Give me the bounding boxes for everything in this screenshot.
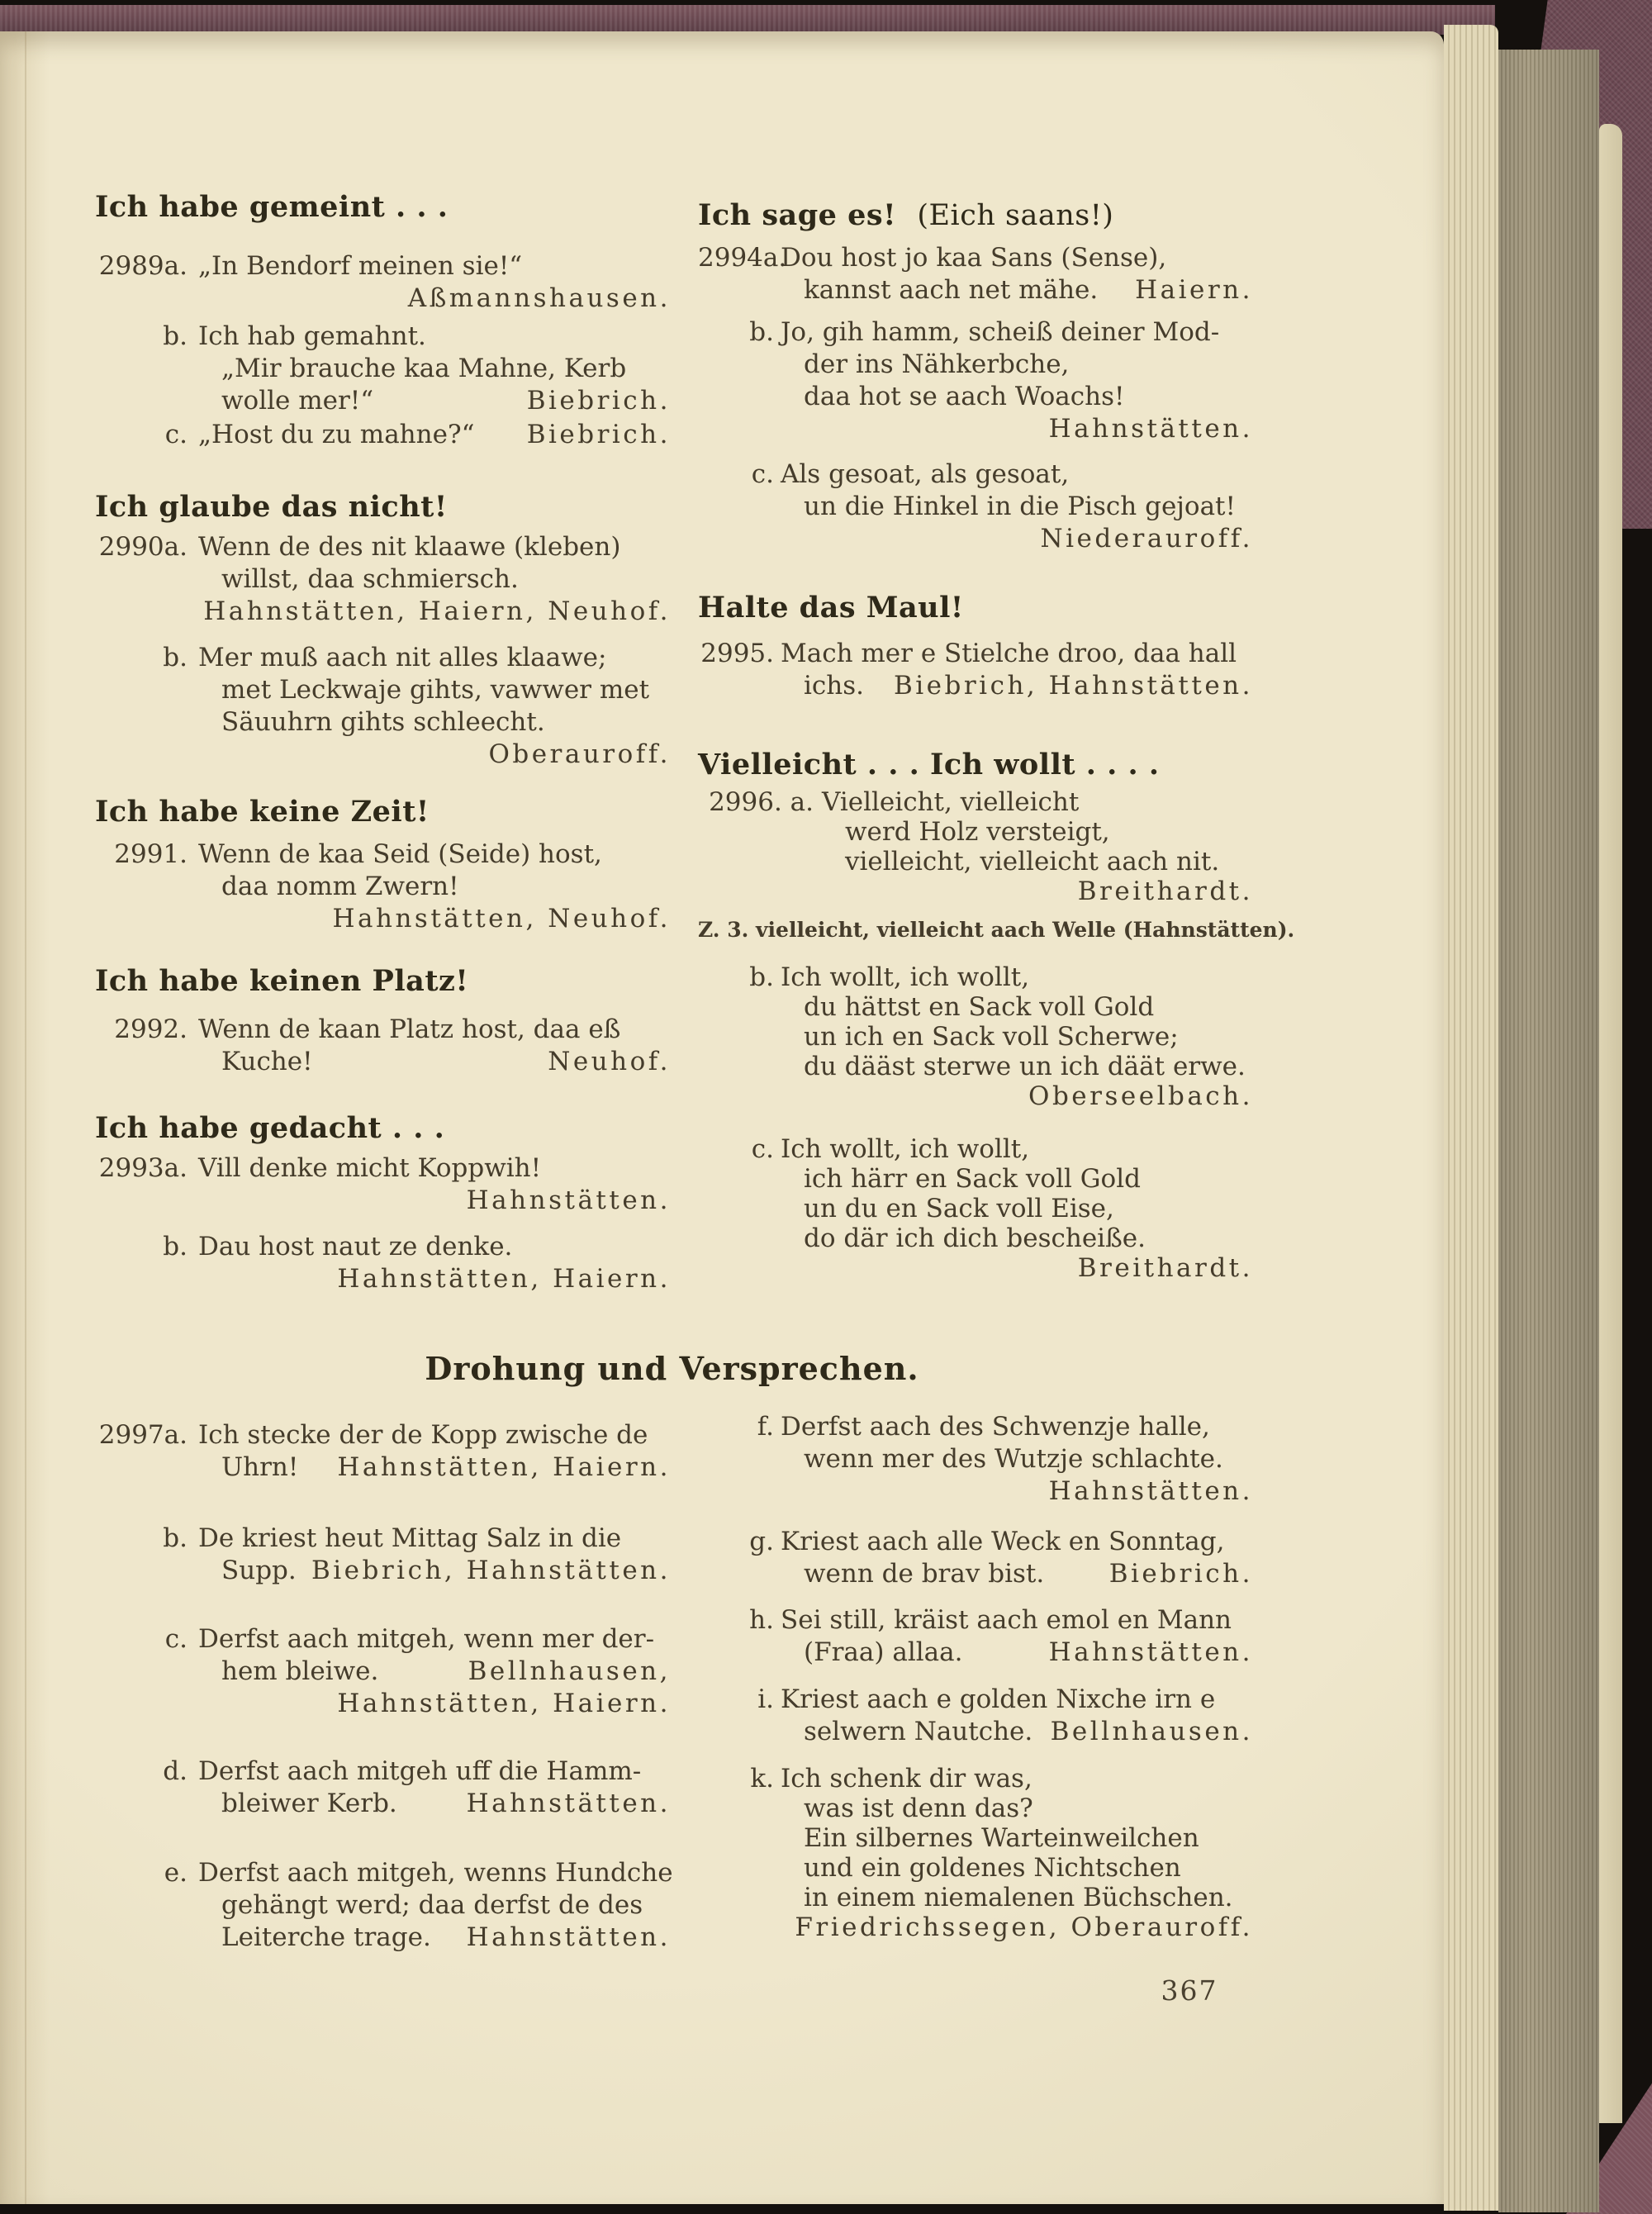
entry-2997a <box>95 1419 671 1484</box>
entry-2997i <box>698 1684 1253 1748</box>
book-cover-top-band <box>0 5 1495 35</box>
entry-letter: k. <box>750 1764 774 1794</box>
book-page-block-edge <box>1498 50 1599 2212</box>
source-inline: Biebrich. <box>526 420 671 449</box>
entry-letter: c. <box>751 1134 774 1164</box>
text-line: du hättst en Sack voll Gold <box>804 992 1155 1022</box>
source-line: Hahnstätten. <box>1048 1476 1253 1506</box>
text-line <box>781 274 1253 306</box>
entry-number: 2989a. <box>98 251 188 281</box>
scanned-page <box>0 31 1444 2204</box>
entry-2997g <box>698 1526 1253 1590</box>
text-line: un ich en Sack voll Scherwe; <box>804 1022 1179 1052</box>
page-number: 367 <box>1161 1974 1218 2007</box>
entry-letter: d. <box>163 1756 188 1786</box>
entry-letter: e. <box>164 1858 188 1888</box>
entry-2994b <box>698 316 1253 445</box>
entry-2997k <box>698 1764 1253 1942</box>
text-line: Wenn de kaa Seid (Seide) host, <box>198 839 602 869</box>
section-heading-gedacht: Ich habe gedacht . . . <box>95 1111 445 1145</box>
text-line: Wenn de des nit klaawe (kleben) <box>198 532 621 562</box>
source-line: Hahnstätten, Haiern. <box>337 1689 671 1718</box>
entry-2990a <box>95 531 671 628</box>
text-line <box>781 1558 1253 1590</box>
text-line: Ein silbernes Warteinweilchen <box>804 1823 1199 1853</box>
entry-letter: b. <box>163 643 188 672</box>
text-line: Ich wollt, ich wollt, <box>781 1134 1030 1164</box>
entry-2989c <box>95 419 671 451</box>
section-heading-gemeint: Ich habe gemeint . . . <box>95 190 449 224</box>
entry-letter: b. <box>163 321 188 351</box>
section-heading-glaube: Ich glaube das nicht! <box>95 490 448 524</box>
source-inline: Biebrich. <box>1108 1559 1253 1589</box>
entry-2996a <box>698 787 1253 906</box>
entry-2997h <box>698 1604 1253 1669</box>
text-line: Vill denke micht Koppwih! <box>198 1153 542 1183</box>
entry-2993a <box>95 1152 671 1217</box>
source-inline: Hahnstätten. <box>466 1789 671 1818</box>
text-line: der ins Nähkerbche, <box>804 349 1070 379</box>
text-line <box>198 1656 671 1688</box>
source-inline: Biebrich, Hahnstätten. <box>311 1556 671 1585</box>
entry-2991 <box>95 839 671 935</box>
text-line: daa hot se aach Woachs! <box>804 382 1125 411</box>
text-line <box>198 385 671 417</box>
source-inline: Biebrich, Hahnstätten. <box>893 671 1253 701</box>
entry-number: 2996. a. <box>709 787 814 817</box>
text-line: Mach mer e Stielche droo, daa hall <box>781 639 1237 668</box>
text-line <box>198 419 671 451</box>
book-page-edge-curl <box>1599 124 1622 2123</box>
text-line: Säuuhrn gihts schleecht. <box>221 707 545 737</box>
entry-2996b <box>698 962 1253 1111</box>
text-line: du dääst sterwe un ich däät erwe. <box>804 1052 1246 1081</box>
entry-2997d <box>95 1756 671 1820</box>
entry-number: 2995. <box>700 639 774 668</box>
source-line: Friedrichssegen, Oberauroff. <box>795 1912 1253 1942</box>
text-line: was ist denn das? <box>804 1794 1033 1823</box>
text-line: Wenn de kaan Platz host, daa eß <box>198 1014 621 1044</box>
text-line <box>781 1716 1253 1748</box>
text-line: un du en Sack voll Eise, <box>804 1194 1114 1223</box>
entry-number: 2992. <box>114 1014 188 1044</box>
text-line: Als gesoat, als gesoat, <box>781 459 1070 489</box>
source-inline: Bellnhausen, <box>468 1656 671 1686</box>
text-line: Derfst aach des Schwenzje halle, <box>781 1412 1210 1442</box>
entry-letter: b. <box>163 1232 188 1261</box>
line-text: wolle mer!“ <box>221 386 374 416</box>
entry-number: 2991. <box>114 839 188 869</box>
text-line: in einem niemalenen Büchschen. <box>804 1883 1233 1912</box>
entry-number: 2994a. <box>698 243 787 273</box>
text-line <box>781 1637 1253 1669</box>
line-text: Uhrn! <box>221 1452 299 1482</box>
text-line: Derfst aach mitgeh uff die Hamm- <box>198 1756 642 1786</box>
text-line: Ich hab gemahnt. <box>198 321 426 351</box>
section-heading-platz: Ich habe keinen Platz! <box>95 964 469 998</box>
line-text: wenn de brav bist. <box>804 1559 1045 1589</box>
text-line: Kriest aach e golden Nixche irn e <box>781 1684 1216 1714</box>
line-text: Leiterche trage. <box>221 1922 431 1952</box>
source-inline: Hahnstätten. <box>1048 1637 1253 1667</box>
entry-letter: c. <box>164 1624 188 1654</box>
text-line: vielleicht, vielleicht aach nit. <box>845 847 1220 877</box>
text-line: Ich stecke der de Kopp zwische de <box>198 1420 648 1450</box>
text-line: De kriest heut Mittag Salz in die <box>198 1523 622 1553</box>
text-line: Dau host naut ze denke. <box>198 1232 513 1261</box>
source-inline: Hahnstätten, Haiern. <box>337 1452 671 1482</box>
entry-number: 2990a. <box>98 532 188 562</box>
text-line: Mer muß aach nit alles klaawe; <box>198 643 607 672</box>
source-line: Hahnstätten, Haiern. <box>337 1264 671 1294</box>
chapter-heading: Drohung und Versprechen. <box>425 1350 919 1387</box>
entry-2992 <box>95 1014 671 1078</box>
entry-2997f <box>698 1411 1253 1508</box>
text-line <box>198 1046 671 1078</box>
entry-2994c <box>698 458 1253 555</box>
variant-note: Z. 3. vielleicht, vielleicht aach Welle (Hahnstätten). <box>698 918 1295 942</box>
entry-letter: g. <box>749 1527 774 1556</box>
source-line: Oberauroff. <box>488 739 671 769</box>
line-text: „Host du zu mahne?“ <box>198 420 475 449</box>
text-line: gehängt werd; daa derfst de des <box>221 1890 643 1920</box>
line-text: ichs. <box>804 671 865 701</box>
entry-2997c <box>95 1623 671 1720</box>
source-line: Hahnstätten. <box>1048 414 1253 444</box>
source-line: Hahnstätten. <box>466 1185 671 1215</box>
heading-bold-part: Ich sage es! <box>698 198 896 232</box>
source-inline: Haiern. <box>1135 275 1253 305</box>
entry-2996c <box>698 1134 1253 1283</box>
text-line: do där ich dich bescheiße. <box>804 1223 1146 1253</box>
entry-letter: i. <box>757 1684 774 1714</box>
text-line: „Mir brauche kaa Mahne, Kerb <box>221 354 627 383</box>
book-page-edge-stack <box>1444 25 1498 2211</box>
section-heading-vielleicht: Vielleicht . . . Ich wollt . . . . <box>698 748 1160 782</box>
section-heading-zeit: Ich habe keine Zeit! <box>95 795 430 829</box>
text-line: willst, daa schmiersch. <box>221 564 519 594</box>
source-inline: Biebrich. <box>526 386 671 416</box>
entry-2994a <box>698 242 1253 306</box>
entry-letter: h. <box>749 1605 774 1635</box>
entry-2995 <box>698 638 1253 702</box>
source-line: Breithardt. <box>1077 877 1253 906</box>
source-line: Oberseelbach. <box>1028 1081 1253 1111</box>
source-inline: Hahnstätten. <box>466 1922 671 1952</box>
source-line: Niederauroff. <box>1040 524 1253 554</box>
source-line: Aßmannshausen. <box>407 283 671 313</box>
source-inline: Neuhof. <box>548 1047 671 1076</box>
text-line: Dou host jo kaa Sans (Sense), <box>781 243 1167 273</box>
text-line: werd Holz versteigt, <box>845 817 1110 847</box>
text-line: Vielleicht, vielleicht <box>822 787 1080 817</box>
text-line: daa nomm Zwern! <box>221 872 459 901</box>
text-line: Ich schenk dir was, <box>781 1764 1032 1794</box>
text-line: Ich wollt, ich wollt, <box>781 962 1030 992</box>
source-line: Breithardt. <box>1077 1253 1253 1283</box>
entry-letter: c. <box>164 420 188 449</box>
line-text: Kuche! <box>221 1047 313 1076</box>
entry-number: 2993a. <box>98 1153 188 1183</box>
line-text: (Fraa) allaa. <box>804 1637 963 1667</box>
entry-2997b <box>95 1523 671 1587</box>
line-text: selwern Nautche. <box>804 1717 1033 1746</box>
section-heading-sage <box>698 198 1113 233</box>
line-text: bleiwer Kerb. <box>221 1789 397 1818</box>
entry-number: 2997a. <box>98 1420 188 1450</box>
text-line: Sei still, kräist aach emol en Mann <box>781 1605 1232 1635</box>
entry-2989b <box>95 321 671 417</box>
text-line: un die Hinkel in die Pisch gejoat! <box>804 492 1236 521</box>
text-line: ich härr en Sack voll Gold <box>804 1164 1141 1194</box>
text-line: „In Bendorf meinen sie!“ <box>198 251 523 281</box>
entry-letter: c. <box>751 459 774 489</box>
entry-2997e <box>95 1857 671 1954</box>
entry-letter: b. <box>749 962 774 992</box>
text-line: Jo, gih hamm, scheiß deiner Mod- <box>781 317 1220 347</box>
heading-suffix: (Eich saans!) <box>917 199 1114 232</box>
text-line: und ein goldenes Nichtschen <box>804 1853 1181 1883</box>
entry-2993b <box>95 1231 671 1295</box>
source-inline: Bellnhausen. <box>1050 1717 1253 1746</box>
text-line <box>781 670 1253 702</box>
text-line: met Leckwaje gihts, vawwer met <box>221 675 650 705</box>
text-line <box>198 1555 671 1587</box>
text-line <box>198 1788 671 1820</box>
text-line: wenn mer des Wutzje schlachte. <box>804 1444 1223 1474</box>
text-line: Derfst aach mitgeh, wenns Hundche <box>198 1858 673 1888</box>
source-line: Hahnstätten, Neuhof. <box>332 904 671 934</box>
text-line: Kriest aach alle Weck en Sonntag, <box>781 1527 1225 1556</box>
entry-2990b <box>95 642 671 771</box>
entry-2989a <box>95 250 671 315</box>
text-line <box>198 1922 671 1954</box>
entry-letter: b. <box>749 317 774 347</box>
text-line: Derfst aach mitgeh, wenn mer der- <box>198 1624 655 1654</box>
section-heading-maul: Halte das Maul! <box>698 591 964 625</box>
source-line: Hahnstätten, Haiern, Neuhof. <box>203 596 671 626</box>
line-text: Supp. <box>221 1556 297 1585</box>
entry-letter: f. <box>757 1412 774 1442</box>
text-line <box>198 1451 671 1484</box>
line-text: kannst aach net mähe. <box>804 275 1099 305</box>
line-text: hem bleiwe. <box>221 1656 379 1686</box>
entry-letter: b. <box>163 1523 188 1553</box>
